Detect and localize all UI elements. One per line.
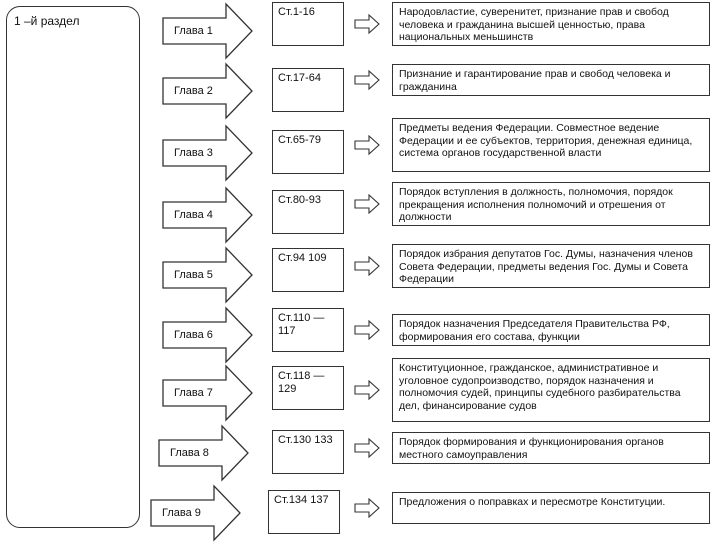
- chapter-arrow-8: [158, 424, 250, 482]
- connector-arrow-icon: [354, 14, 380, 34]
- chapter-label: Глава 4: [174, 209, 213, 221]
- chapter-label: Глава 8: [170, 447, 209, 459]
- article-range-box: Ст.65-79: [272, 130, 344, 174]
- article-range-box: Ст.17-64: [272, 68, 344, 112]
- chapter-arrow-7: [162, 364, 254, 422]
- connector-arrow-icon: [354, 135, 380, 155]
- chapter-label: Глава 7: [174, 387, 213, 399]
- chapter-description-box: Конституционное, гражданское, административное и уголовное судопроизводство, порядок назначения и полномочия судей, принципы судебного разбирательства дел, финансирование судов: [392, 358, 710, 422]
- article-range-box: Ст.80-93: [272, 190, 344, 234]
- connector-arrow-icon: [354, 256, 380, 276]
- chapter-arrow-1: [162, 2, 254, 60]
- chapter-description-box: Порядок формирования и функционирования органов местного самоуправления: [392, 432, 710, 464]
- connector-arrow-icon: [354, 438, 380, 458]
- chapter-description-box: Порядок вступления в должность, полномочия, порядок прекращения исполнения полномочий и отрешения от должности: [392, 182, 710, 226]
- chapter-arrow-3: [162, 124, 254, 182]
- connector-arrow-icon: [354, 70, 380, 90]
- chapter-description-box: Признание и гарантирование прав и свобод человека и гражданина: [392, 64, 710, 96]
- connector-arrow-icon: [354, 380, 380, 400]
- article-range-box: Ст.130 133: [272, 430, 344, 474]
- article-range-box: Ст.118 —129: [272, 366, 344, 410]
- article-range-box: Ст.134 137: [268, 490, 340, 534]
- chapter-description-box: Народовластие, суверенитет, признание прав и свобод человека и гражданина высшей ценностью, права национальных меньшинств: [392, 2, 710, 46]
- chapter-label: Глава 9: [162, 507, 201, 519]
- chapter-description-box: Предложения о поправках и пересмотре Конституции.: [392, 492, 710, 524]
- chapter-arrow-5: [162, 246, 254, 304]
- chapter-arrow-4: [162, 186, 254, 244]
- article-range-box: Ст.110 —117: [272, 308, 344, 352]
- connector-arrow-icon: [354, 498, 380, 518]
- chapter-description-box: Предметы ведения Федерации. Совместное ведение Федерации и ее субъектов, территория, денежная единица, система органов государственной власти: [392, 118, 710, 172]
- chapter-arrow-9: [150, 484, 242, 542]
- connector-arrow-icon: [354, 320, 380, 340]
- section-label: 1 –й раздел: [14, 14, 80, 28]
- connector-arrow-icon: [354, 194, 380, 214]
- chapter-label: Глава 6: [174, 329, 213, 341]
- chapter-arrow-2: [162, 62, 254, 120]
- chapter-label: Глава 1: [174, 25, 213, 37]
- article-range-box: Ст.94 109: [272, 248, 344, 292]
- chapter-description-box: Порядок избрания депутатов Гос. Думы, назначения членов Совета Федерации, предметы ведения Гос. Думы и Совета Федерации: [392, 244, 710, 288]
- chapter-label: Глава 5: [174, 269, 213, 281]
- chapter-label: Глава 3: [174, 147, 213, 159]
- article-range-box: Ст.1-16: [272, 2, 344, 46]
- chapter-arrow-6: [162, 306, 254, 364]
- chapter-description-box: Порядок назначения Председателя Правительства РФ, формирования его состава, функции: [392, 314, 710, 346]
- section-box: [6, 6, 140, 528]
- chapter-label: Глава 2: [174, 85, 213, 97]
